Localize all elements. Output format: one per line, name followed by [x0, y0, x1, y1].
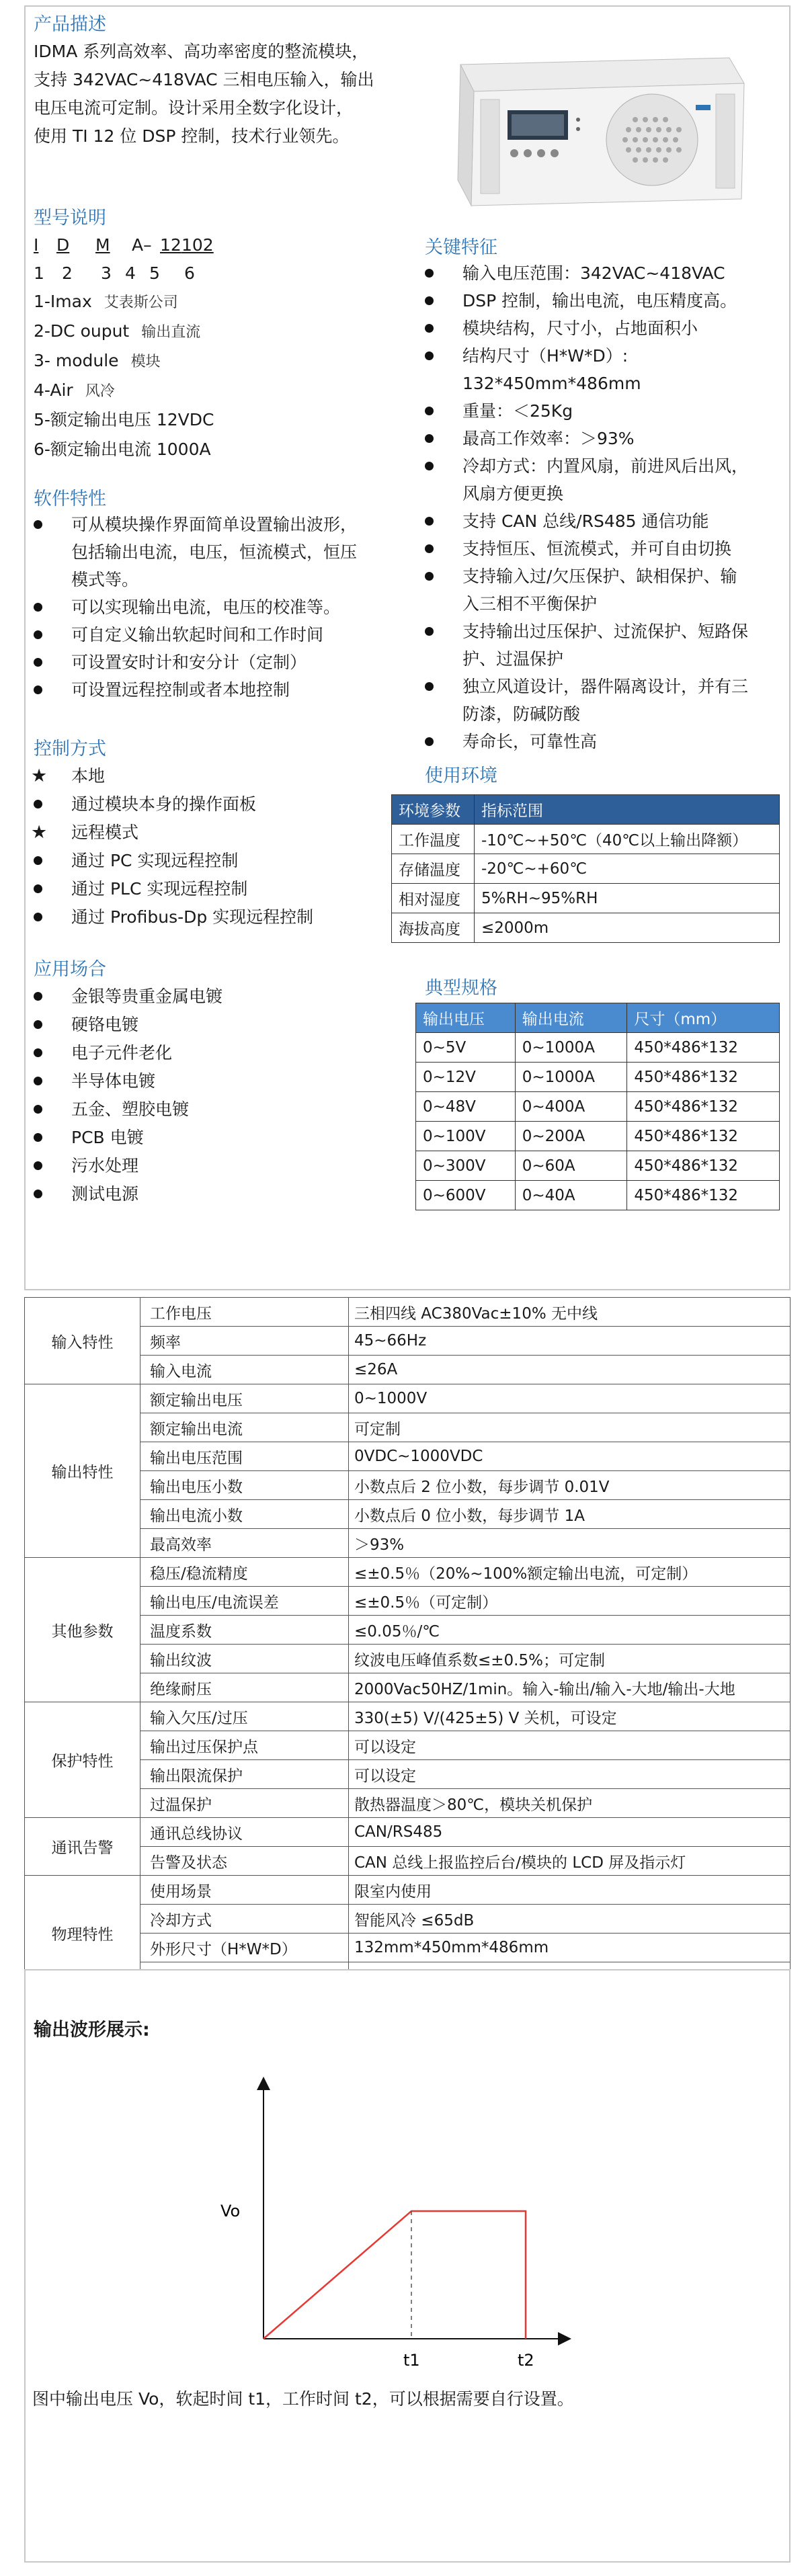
spec-cell: 450*486*132 [627, 1063, 780, 1092]
control-method-text: 远程模式 [71, 823, 139, 842]
model-title: 型号说明 [34, 208, 106, 228]
model-legend-item [34, 347, 161, 376]
model-legend-key: 3- module [34, 351, 119, 370]
key-feature-line: 冷却方式：内置风扇，前进风后出风， [462, 456, 749, 476]
model-code-number: 3 [101, 263, 112, 283]
environment-cell: 存储温度 [392, 854, 475, 884]
application-text: 五金、塑胶电镀 [71, 1099, 190, 1119]
spec-row [416, 1151, 780, 1181]
y-axis-label: Vo [220, 2202, 241, 2220]
output-waveform-diagram [202, 2077, 578, 2372]
bullet-dot-icon [425, 737, 434, 746]
spec-cell: 450*486*132 [627, 1033, 780, 1063]
model-code-letter: I [34, 235, 39, 255]
spec-cell: 0~12V [416, 1063, 516, 1092]
key-feature-line: 结构尺寸（H*W*D）: [462, 346, 629, 366]
parameter-value-cell: CAN/RS485 [349, 1818, 791, 1847]
parameter-value-cell: 330(±5) V/(425±5) V 关机，可设定 [349, 1702, 791, 1731]
software-feature-line: 可设置远程控制或者本地控制 [71, 680, 290, 700]
parameter-name-cell: 输出电压范围 [140, 1442, 349, 1471]
spec-cell: 0~60A [515, 1151, 627, 1181]
parameter-row [25, 1702, 791, 1731]
key-feature-line: 支持 CAN 总线/RS485 通信功能 [462, 511, 709, 531]
software-feature-line: 模式等。 [71, 570, 139, 589]
application-text: PCB 电镀 [71, 1128, 144, 1147]
spec-header-cell: 输出电压 [416, 1003, 516, 1033]
software-feature-line: 包括输出电流，电压，恒流模式，恒压 [71, 542, 358, 562]
spec-cell: 0~200A [515, 1122, 627, 1151]
bullet-dot-icon [34, 1020, 42, 1029]
specs-title: 典型规格 [425, 978, 497, 999]
parameter-value-cell: 可以设定 [349, 1760, 791, 1789]
model-code-letter: M [95, 235, 110, 255]
key-feature-item [425, 425, 635, 452]
bullet-dot-icon [425, 324, 434, 333]
application-item [34, 1095, 189, 1123]
parameter-value-cell: 可以设定 [349, 1731, 791, 1760]
parameter-value-cell: 小数点后 0 位小数，每步调节 1A [349, 1500, 791, 1529]
applications-title: 应用场合 [34, 959, 106, 980]
spec-cell: 450*486*132 [627, 1092, 780, 1122]
environment-row [392, 884, 780, 913]
application-item [34, 1011, 138, 1038]
parameter-value-cell: 纹波电压峰值系数≤±0.5%；可定制 [349, 1645, 791, 1673]
parameter-name-cell: 过温保护 [140, 1789, 349, 1818]
parameter-name-cell: 绝缘耐压 [140, 1673, 349, 1702]
control-method-text: 通过 PLC 实现远程控制 [71, 879, 248, 899]
application-text: 金银等贵重金属电镀 [71, 987, 223, 1006]
environment-row [392, 854, 780, 884]
bullet-dot-icon [425, 407, 434, 415]
control-method-text: 通过 PC 实现远程控制 [71, 851, 239, 870]
spec-row [416, 1122, 780, 1151]
parameter-table [24, 1297, 791, 1991]
environment-header-row [392, 795, 780, 825]
environment-row [392, 825, 780, 854]
bullet-dot-icon [34, 856, 42, 865]
parameter-name-cell: 频率 [140, 1327, 349, 1356]
software-feature-item [34, 593, 340, 621]
product-line: 支持 342VAC~418VAC 三相电压输入，输出 [34, 70, 374, 89]
model-code-number: 4 [125, 263, 136, 283]
parameter-value-cell: 45~66Hz [349, 1327, 791, 1356]
model-legend-item [34, 317, 200, 346]
parameter-row [25, 1384, 791, 1413]
software-feature-line: 可自定义输出软起时间和工作时间 [71, 625, 324, 645]
key-feature-line: 支持恒压、恒流模式，并可自由切换 [462, 539, 732, 558]
key-feature-line: 最高工作效率：＞93% [462, 429, 635, 448]
environment-cell: 5%RH~95%RH [474, 884, 779, 913]
key-feature-line: 寿命长，可靠性高 [462, 732, 598, 751]
software-title: 软件特性 [34, 489, 106, 509]
application-item [34, 1067, 155, 1095]
model-legend-key: 5-额定输出电压 12VDC [34, 410, 214, 429]
model-legend-value: 模块 [130, 354, 161, 370]
parameter-name-cell: 输出电压小数 [140, 1471, 349, 1500]
parameter-value-cell: 0VDC~1000VDC [349, 1442, 791, 1471]
key-feature-item [425, 452, 748, 507]
parameter-name-cell: 输出纹波 [140, 1645, 349, 1673]
model-code-letter: 102 [181, 235, 214, 255]
parameter-name-cell: 输入欠压/过压 [140, 1702, 349, 1731]
application-text: 测试电源 [71, 1184, 139, 1204]
parameter-name-cell: 额定输出电压 [140, 1384, 349, 1413]
control-method-text: 通过 Profibus-Dp 实现远程控制 [71, 907, 314, 927]
key-feature-line: 独立风道设计，器件隔离设计，并有三 [462, 677, 749, 696]
key-feature-line: DSP 控制，输出电流，电压精度高。 [462, 291, 737, 310]
star-icon: ★ [31, 765, 48, 786]
bullet-dot-icon [34, 800, 42, 808]
control-method-item [34, 903, 313, 931]
key-feature-item [425, 259, 725, 287]
parameter-value-cell: 2000Vac50HZ/1min。输入-输出/输入-大地/输出-大地 [349, 1673, 791, 1702]
application-text: 电子元件老化 [71, 1043, 173, 1063]
spec-cell: 0~48V [416, 1092, 516, 1122]
spec-row [416, 1063, 780, 1092]
bullet-dot-icon [34, 1048, 42, 1057]
software-feature-line: 可从模块操作界面简单设置输出波形， [71, 515, 358, 534]
key-feature-item [425, 618, 748, 673]
key-feature-item [425, 728, 597, 755]
control-method-text: 本地 [71, 766, 106, 786]
key-feature-item [425, 287, 737, 315]
parameter-name-cell: 工作电压 [140, 1298, 349, 1327]
model-code-letter: 12 [160, 235, 181, 255]
bullet-dot-icon [34, 1161, 42, 1170]
control-title: 控制方式 [34, 739, 106, 759]
spec-row [416, 1181, 780, 1210]
control-method-item [34, 790, 256, 818]
parameter-value-cell: ＞93% [349, 1529, 791, 1558]
parameter-name-cell: 最高效率 [140, 1529, 349, 1558]
parameter-group-cell: 输入特性 [25, 1298, 140, 1384]
key-feature-item [425, 507, 708, 535]
parameter-value-cell: CAN 总线上报监控后台/模块的 LCD 屏及指示灯 [349, 1847, 791, 1876]
bullet-dot-icon [34, 1077, 42, 1085]
environment-title: 使用环境 [425, 765, 497, 786]
spec-cell: 0~40A [515, 1181, 627, 1210]
features-title: 关键特征 [425, 237, 497, 258]
parameter-name-cell: 使用场景 [140, 1876, 349, 1905]
parameter-group-cell: 通讯告警 [25, 1818, 140, 1876]
bullet-dot-icon [34, 992, 42, 1001]
spec-cell: 0~100V [416, 1122, 516, 1151]
key-feature-item [425, 673, 748, 728]
software-feature-item [34, 676, 290, 704]
bullet-dot-icon [34, 1190, 42, 1198]
bullet-dot-icon [34, 630, 42, 639]
parameter-row [25, 1818, 791, 1847]
t2-label: t2 [518, 2351, 534, 2370]
key-feature-line: 132*450mm*486mm [462, 374, 641, 393]
application-text: 硬铬电镀 [71, 1015, 139, 1034]
environment-cell: 工作温度 [392, 825, 475, 854]
application-item [34, 1180, 138, 1208]
parameter-name-cell: 告警及状态 [140, 1847, 349, 1876]
parameter-value-cell: 三相四线 AC380Vac±10% 无中线 [349, 1298, 791, 1327]
environment-cell: 海拔高度 [392, 913, 475, 943]
spec-header-row [416, 1003, 780, 1033]
parameter-value-cell: 小数点后 2 位小数，每步调节 0.01V [349, 1471, 791, 1500]
parameter-value-cell: 132mm*450mm*486mm [349, 1934, 791, 1962]
parameter-name-cell: 输出电压/电流误差 [140, 1587, 349, 1616]
environment-cell: -20℃~+60℃ [474, 854, 779, 884]
environment-row [392, 913, 780, 943]
parameter-value-cell: 散热器温度＞80℃，模块关机保护 [349, 1789, 791, 1818]
spec-header-cell: 输出电流 [515, 1003, 627, 1033]
bullet-dot-icon [34, 520, 42, 529]
parameter-value-cell: 智能风冷 ≤65dB [349, 1905, 791, 1934]
parameter-value-cell: 可定制 [349, 1413, 791, 1442]
model-code-letter: A– [132, 235, 152, 255]
parameter-name-cell: 外形尺寸（H*W*D） [140, 1934, 349, 1962]
environment-cell: ≤2000m [474, 913, 779, 943]
parameter-group-cell: 保护特性 [25, 1702, 140, 1818]
bullet-dot-icon [34, 913, 42, 921]
key-feature-line: 输入电压范围：342VAC~418VAC [462, 263, 725, 283]
parameter-name-cell: 输出电流小数 [140, 1500, 349, 1529]
parameter-group-cell: 其他参数 [25, 1558, 140, 1702]
spec-cell: 0~1000A [515, 1033, 627, 1063]
key-feature-line: 模块结构，尺寸小，占地面积小 [462, 319, 698, 338]
key-feature-line: 支持输入过/欠压保护、缺相保护、输 [462, 567, 737, 586]
product-line: 电压电流可定制。设计采用全数字化设计， [34, 98, 354, 118]
bullet-dot-icon [425, 627, 434, 636]
parameter-name-cell: 温度系数 [140, 1616, 349, 1645]
bullet-dot-icon [34, 658, 42, 667]
rectifier-module-image [434, 52, 750, 207]
parameter-value-cell: 0~1000V [349, 1384, 791, 1413]
application-item [34, 1039, 172, 1067]
spec-header-cell: 尺寸（mm） [627, 1003, 780, 1033]
model-legend-key: 1-Imax [34, 292, 92, 311]
control-method-item [34, 875, 247, 903]
parameter-value-cell: ≤26A [349, 1356, 791, 1384]
key-feature-line: 风扇方便更换 [462, 484, 564, 503]
software-feature-line: 可以实现输出电流，电压的校准等。 [71, 597, 341, 617]
control-method-text: 通过模块本身的操作面板 [71, 794, 257, 814]
application-text: 半导体电镀 [71, 1071, 156, 1091]
parameter-name-cell: 冷却方式 [140, 1905, 349, 1934]
model-legend-item [34, 288, 178, 317]
key-feature-item [425, 535, 731, 563]
model-legend-item [34, 376, 115, 405]
parameter-row [25, 1558, 791, 1587]
typical-spec-table [415, 1003, 780, 1210]
bullet-dot-icon [425, 544, 434, 553]
software-feature-item [34, 621, 323, 649]
environment-table [391, 794, 780, 943]
model-code-number: 6 [184, 263, 195, 283]
spec-cell: 0~1000A [515, 1063, 627, 1092]
spec-cell: 0~300V [416, 1151, 516, 1181]
key-feature-line: 护、过温保护 [462, 649, 564, 669]
control-method-item [34, 847, 238, 874]
bullet-dot-icon [425, 572, 434, 581]
model-code-letter: D [56, 235, 70, 255]
t1-label: t1 [403, 2351, 420, 2370]
bullet-dot-icon [34, 685, 42, 694]
environment-header-cell: 环境参数 [392, 795, 475, 825]
spec-cell: 0~400A [515, 1092, 627, 1122]
bullet-dot-icon [34, 1133, 42, 1142]
bullet-dot-icon [425, 682, 434, 691]
key-feature-line: 重量：＜25Kg [462, 401, 573, 421]
model-code-number: 2 [62, 263, 73, 283]
product-title: 产品描述 [34, 14, 106, 35]
bullet-dot-icon [425, 296, 434, 305]
key-feature-item [425, 342, 641, 397]
spec-cell: 450*486*132 [627, 1122, 780, 1151]
environment-cell: 相对湿度 [392, 884, 475, 913]
bullet-dot-icon [425, 462, 434, 470]
software-feature-item [34, 511, 357, 593]
parameter-value-cell: 限室内使用 [349, 1876, 791, 1905]
software-feature-item [34, 649, 307, 676]
key-feature-line: 防漆，防碱防酸 [462, 704, 581, 724]
model-legend-key: 6-额定输出电流 1000A [34, 440, 211, 459]
bullet-dot-icon [34, 1105, 42, 1114]
key-feature-item [425, 315, 698, 342]
model-legend-item [34, 435, 223, 464]
key-feature-item [425, 397, 573, 425]
model-legend-value: 输出直流 [141, 324, 201, 341]
model-code-number: 5 [149, 263, 160, 283]
parameter-value-cell: ≤±0.5％（20%~100%额定输出电流，可定制） [349, 1558, 791, 1587]
environment-cell: -10℃~+50℃（40℃以上输出降额） [474, 825, 779, 854]
model-code-number: 1 [34, 263, 44, 283]
parameter-name-cell: 输出过压保护点 [140, 1731, 349, 1760]
spec-cell: 450*486*132 [627, 1151, 780, 1181]
spec-row [416, 1033, 780, 1063]
model-legend-item [34, 406, 227, 435]
parameter-group-cell: 物理特性 [25, 1876, 140, 1991]
bullet-dot-icon [34, 884, 42, 893]
key-feature-line: 入三相不平衡保护 [462, 594, 598, 614]
model-legend-key: 2-DC ouput [34, 321, 130, 341]
application-text: 污水处理 [71, 1156, 139, 1175]
parameter-name-cell: 额定输出电流 [140, 1413, 349, 1442]
application-item [34, 1152, 138, 1179]
waveform-caption: 图中输出电压 Vo，软起时间 t1，工作时间 t2，可以根据需要自行设置。 [32, 2389, 574, 2409]
key-feature-item [425, 563, 737, 618]
parameter-row [25, 1298, 791, 1327]
spec-cell: 450*486*132 [627, 1181, 780, 1210]
parameter-value-cell: ≤0.05％/℃ [349, 1616, 791, 1645]
application-item [34, 1124, 144, 1151]
model-legend-value: 艾表斯公司 [104, 294, 178, 311]
spec-cell: 0~600V [416, 1181, 516, 1210]
application-item [34, 983, 222, 1010]
environment-header-cell: 指标范围 [474, 795, 779, 825]
waveform-title: 输出波形展示: [34, 2020, 150, 2040]
bullet-dot-icon [425, 517, 434, 526]
control-method-item [31, 762, 106, 790]
bullet-dot-icon [34, 603, 42, 612]
parameter-value-cell: ≤±0.5％（可定制） [349, 1587, 791, 1616]
product-line: IDMA 系列高效率、高功率密度的整流模块， [34, 42, 369, 61]
model-legend-key: 4-Air [34, 380, 73, 400]
parameter-name-cell: 稳压/稳流精度 [140, 1558, 349, 1587]
parameter-name-cell: 通讯总线协议 [140, 1818, 349, 1847]
parameter-row [25, 1876, 791, 1905]
parameter-name-cell: 输入电流 [140, 1356, 349, 1384]
control-method-item [31, 819, 139, 846]
model-legend-value: 风冷 [85, 383, 115, 400]
bullet-dot-icon [425, 434, 434, 443]
bullet-dot-icon [425, 351, 434, 360]
bullet-dot-icon [425, 269, 434, 278]
key-feature-line: 支持输出过压保护、过流保护、短路保 [462, 622, 749, 641]
spec-cell: 0~5V [416, 1033, 516, 1063]
product-line: 使用 TI 12 位 DSP 控制，技术行业领先。 [34, 126, 350, 146]
spec-row [416, 1092, 780, 1122]
software-feature-line: 可设置安时计和安分计（定制） [71, 653, 307, 672]
parameter-group-cell: 输出特性 [25, 1384, 140, 1558]
waveform-line [264, 2211, 526, 2339]
star-icon: ★ [31, 822, 48, 843]
parameter-name-cell: 输出限流保护 [140, 1760, 349, 1789]
